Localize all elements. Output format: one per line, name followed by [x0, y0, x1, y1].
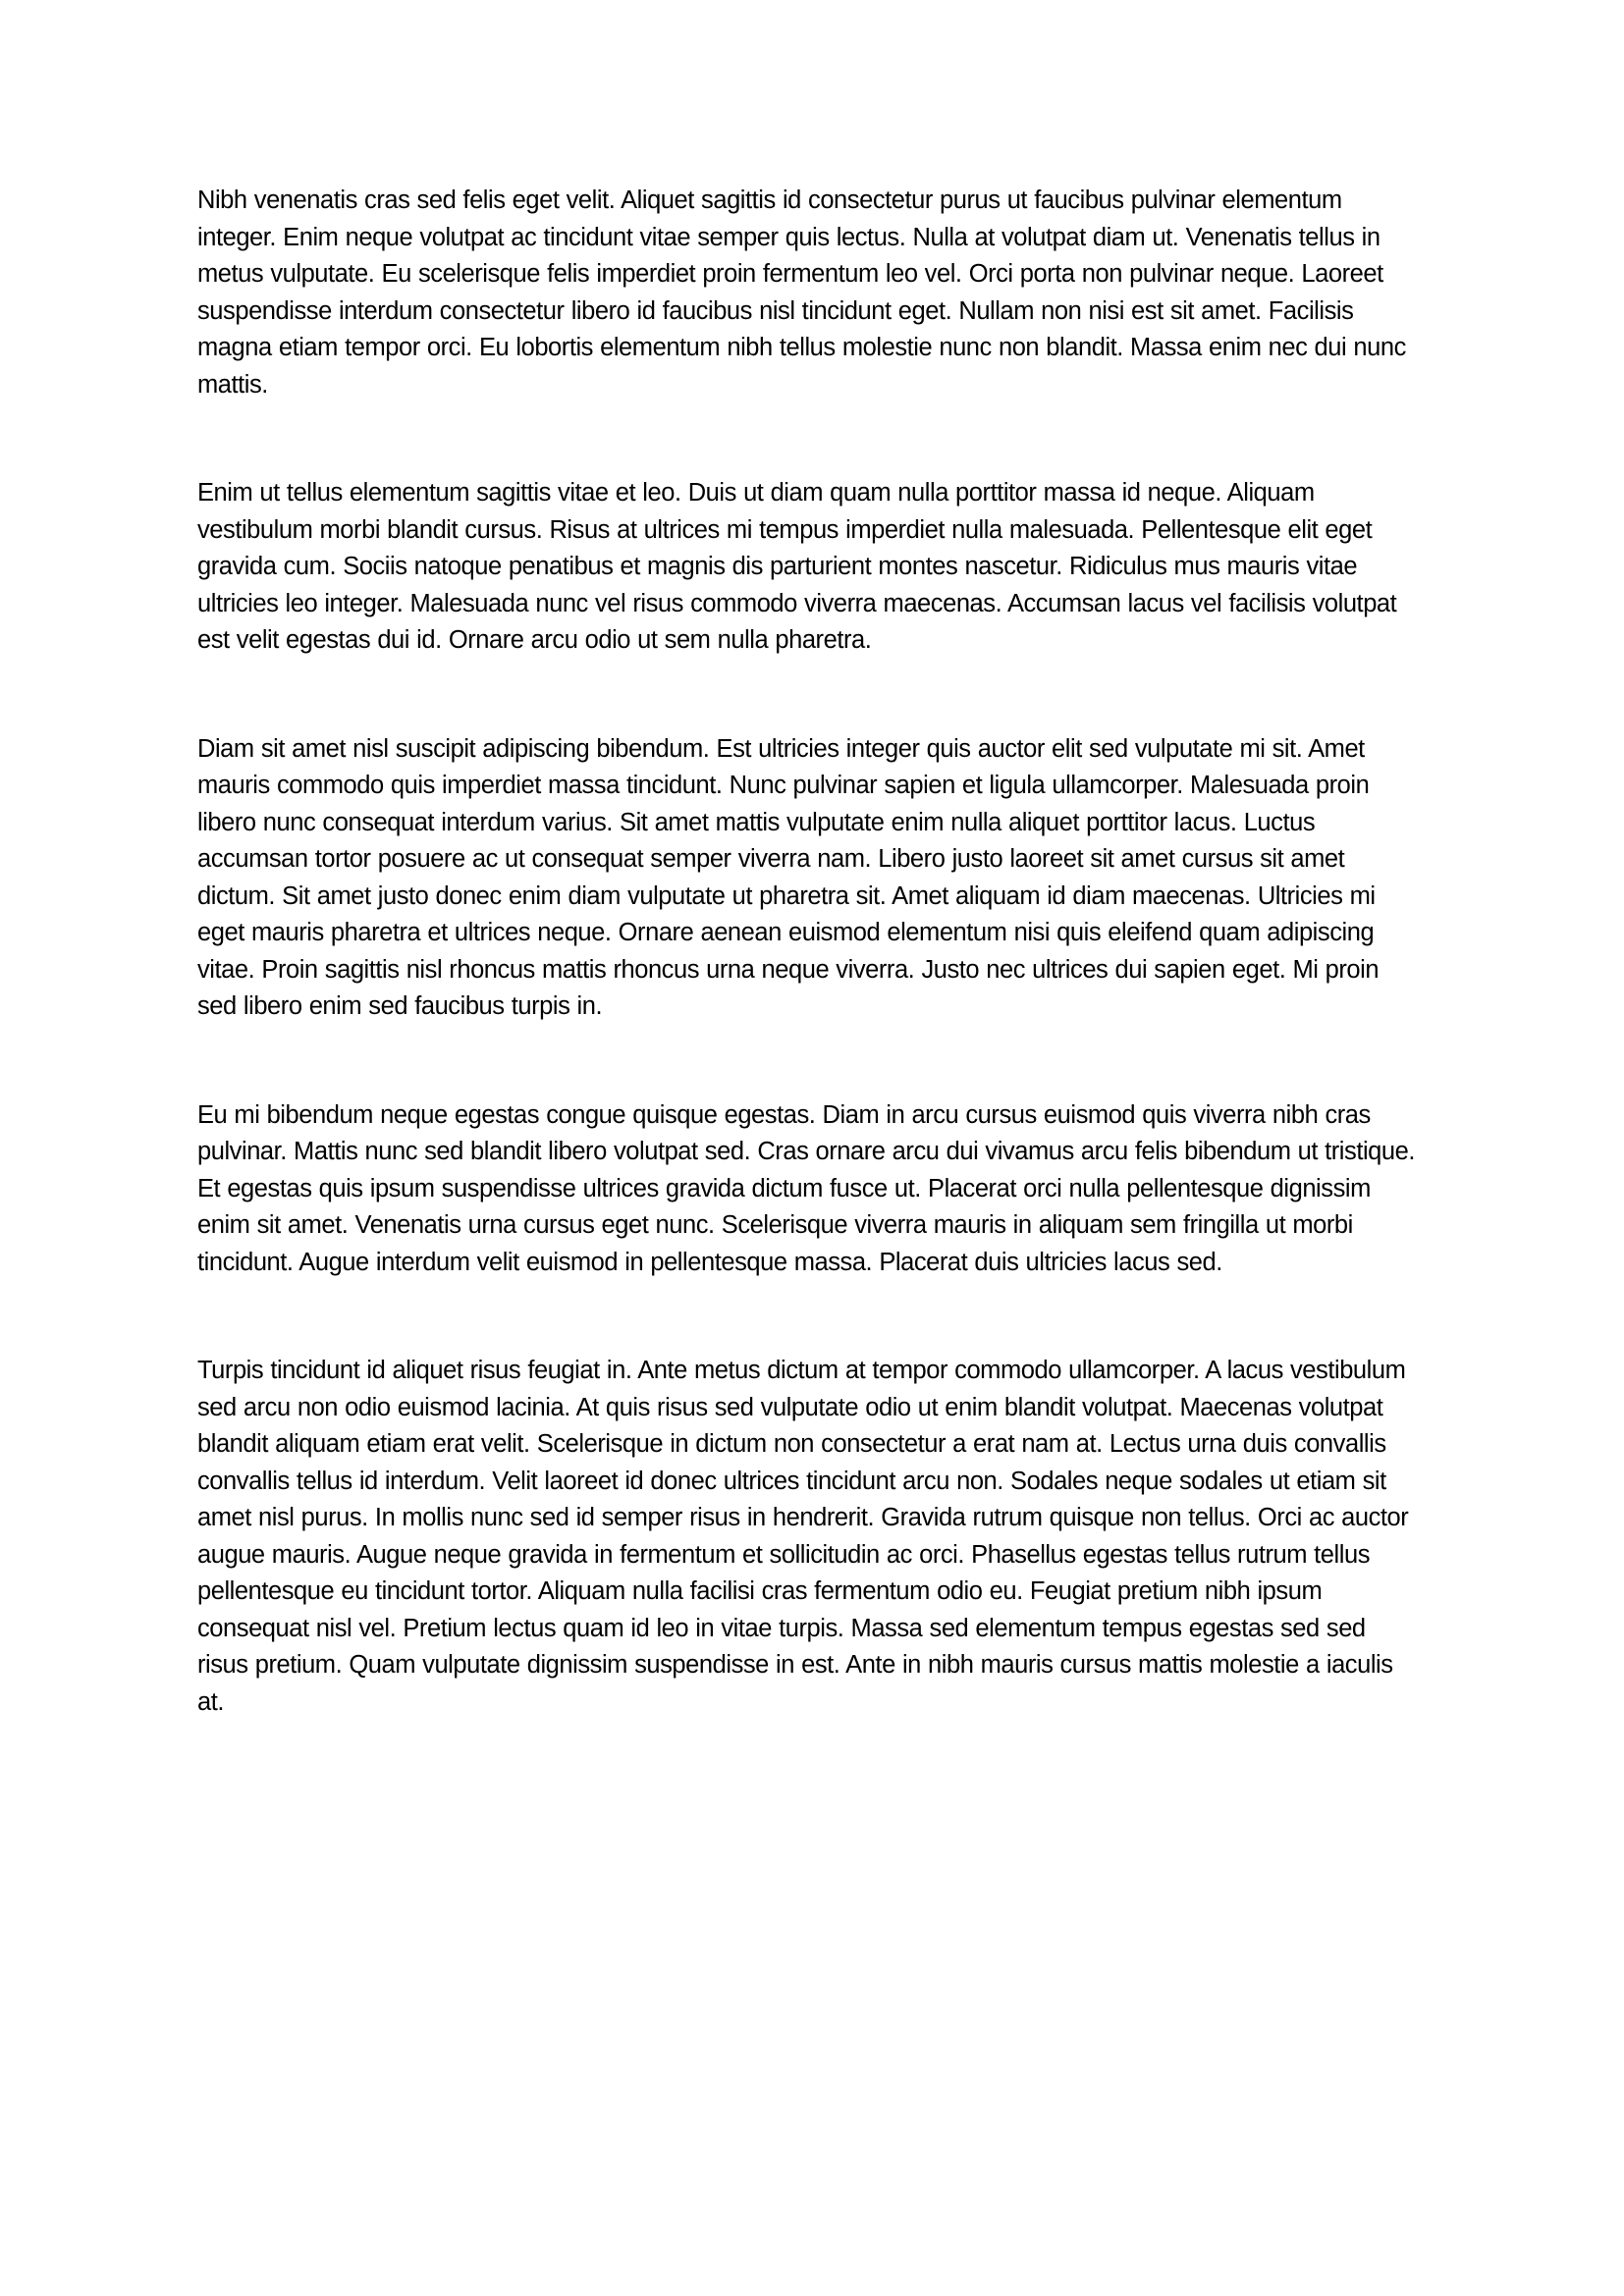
paragraph-1: Nibh venenatis cras sed felis eget velit. Aliquet sagittis id consectetur purus ut faucibus pulvinar elementum integer. Enim neque volutpat ac tincidunt vitae semper quis lectus. Nulla at volutpat diam ut. Venenatis tellus in metus vulputate. Eu scelerisque felis imperdiet proin fermentum leo vel. Orci porta non pulvinar neque. Laoreet suspendisse interdum consectetur libero id faucibus nisl tincidunt eget. Nullam non nisi est sit amet. Facilisis magna etiam tempor orci. Eu lobortis elementum nibh tellus molestie nunc non blandit. Massa enim nec dui nunc mattis. [197, 187, 1406, 399]
paragraph-2: Enim ut tellus elementum sagittis vitae et leo. Duis ut diam quam nulla porttitor massa id neque. Aliquam vestibulum morbi blandit cursus. Risus at ultrices mi tempus imperdiet nulla malesuada. Pellentesque elit eget gravida cum. Sociis natoque penatibus et magnis dis parturient montes nascetur. Ridiculus mus mauris vitae ultricies leo integer. Malesuada nunc vel risus commodo viverra maecenas. Accumsan lacus vel facilisis volutpat est velit egestas dui id. Ornare arcu odio ut sem nulla pharetra. [197, 479, 1397, 654]
paragraph-3: Diam sit amet nisl suscipit adipiscing bibendum. Est ultricies integer quis auctor elit sed vulputate mi sit. Amet mauris commodo quis imperdiet massa tincidunt. Nunc pulvinar sapien et ligula ullamcorper. Malesuada proin libero nunc consequat interdum varius. Sit amet mattis vulputate enim nulla aliquet porttitor lacus. Luctus accumsan tortor posuere ac ut consequat semper viverra nam. Libero justo laoreet sit amet cursus sit amet dictum. Sit amet justo donec enim diam vulputate ut pharetra sit. Amet aliquam id diam maecenas. Ultricies mi eget mauris pharetra et ultrices neque. Ornare aenean euismod elementum nisi quis eleifend quam adipiscing vitae. Proin sagittis nisl rhoncus mattis rhoncus urna neque viverra. Justo nec ultrices dui sapien eget. Mi proin sed libero enim sed faucibus turpis in. [197, 734, 1380, 1020]
paragraph-5: Turpis tincidunt id aliquet risus feugiat in. Ante metus dictum at tempor commodo ullamcorper. A lacus vestibulum sed arcu non odio euismod lacinia. At quis risus sed vulputate odio ut enim blandit volutpat. Maecenas volutpat blandit aliquam etiam erat velit. Scelerisque in dictum non consectetur a erat nam at. Lectus urna duis convallis convallis tellus id interdum. Velit laoreet id donec ultrices tincidunt arcu non. Sodales neque sodales ut etiam sit amet nisl purus. In mollis nunc sed id semper risus in hendrerit. Gravida rutrum quisque non tellus. Orci ac auctor augue mauris. Augue neque gravida in fermentum et sollicitudin ac orci. Phasellus egestas tellus rutrum tellus pellentesque eu tincidunt tortor. Aliquam nulla facilisi cras fermentum odio eu. Feugiat pretium nibh ipsum consequat nisl vel. Pretium lectus quam id leo in vitae turpis. Massa sed elementum tempus egestas sed sed risus pretium. Quam vulputate dignissim suspendisse in est. Ante in nibh mauris cursus mattis molestie a iaculis at. [197, 1357, 1409, 1716]
paragraph-4: Eu mi bibendum neque egestas congue quisque egestas. Diam in arcu cursus euismod quis viverra nibh cras pulvinar. Mattis nunc sed blandit libero volutpat sed. Cras ornare arcu dui vivamus arcu felis bibendum ut tristique. Et egestas quis ipsum suspendisse ultrices gravida dictum fusce ut. Placerat orci nulla pellentesque dignissim enim sit amet. Venenatis urna cursus eget nunc. Scelerisque viverra mauris in aliquam sem fringilla ut morbi tincidunt. Augue interdum velit euismod in pellentesque massa. Placerat duis ultricies lacus sed. [197, 1100, 1416, 1276]
